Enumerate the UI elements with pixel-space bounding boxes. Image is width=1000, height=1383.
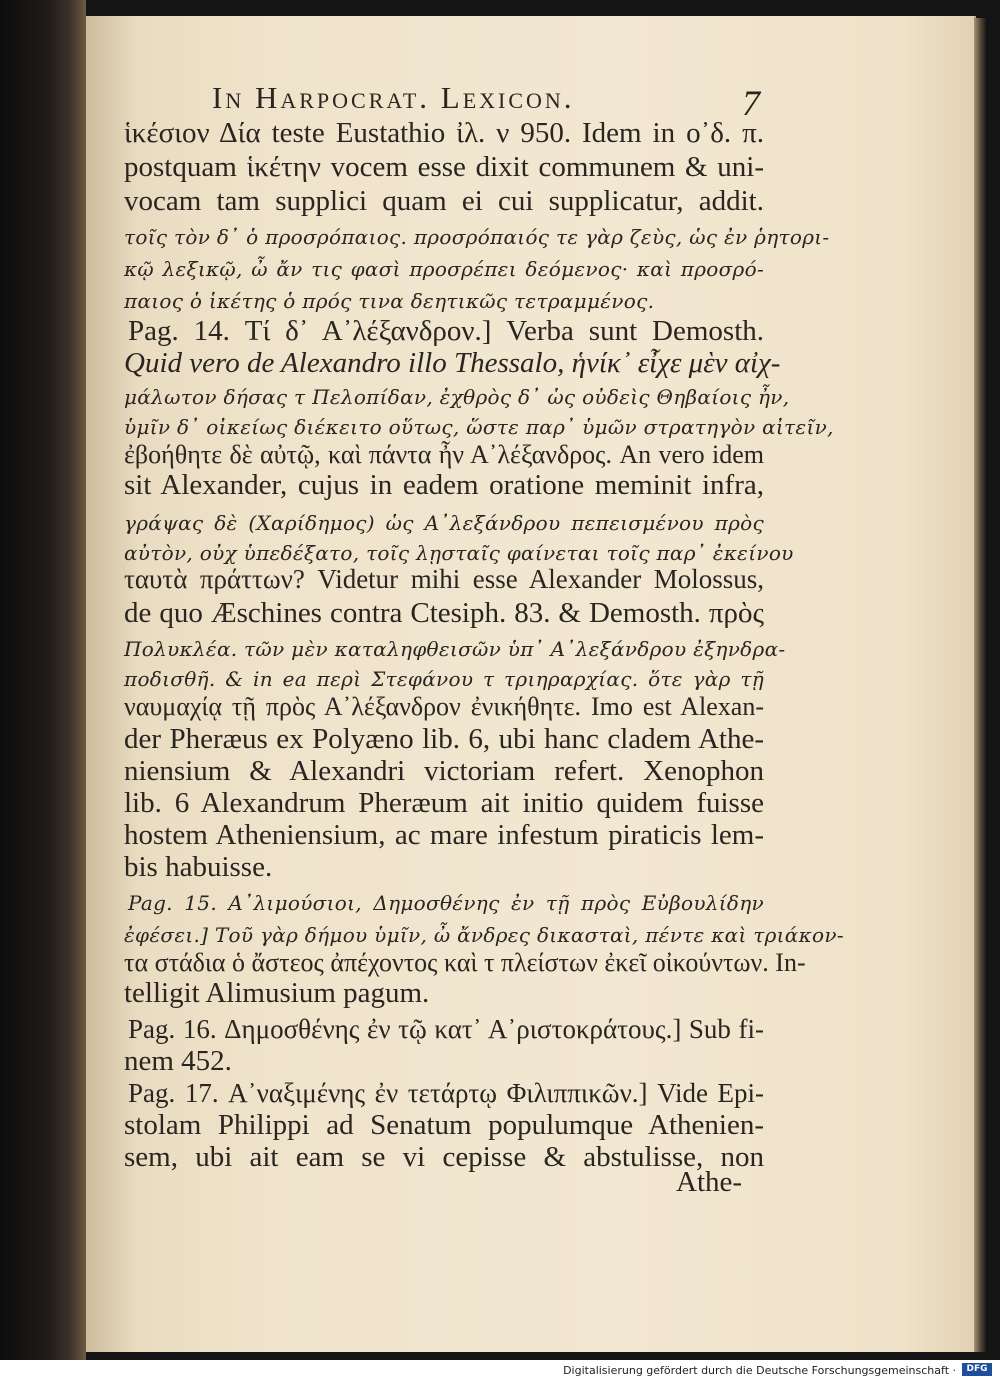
text-line: sit Alexander, cujus in eadem oratione meminit infra, bbox=[124, 469, 764, 501]
text-line: telligit Alimusium pagum. bbox=[124, 977, 430, 1009]
greek-line: Πολυκλέα. τῶν μὲν καταληφθεισῶν ὑπ᾽ Α᾽λεξάνδρου ἐξηνδρα- bbox=[124, 637, 786, 661]
greek-line: τοῖς τὸν δ᾽ ὁ προσρόπαιος. προσρόπαιός τε γὰρ ζεὺς, ὡς ἐν ῥητορι- bbox=[124, 225, 830, 249]
text-line: de quo Æschines contra Ctesiph. 83. & Demosth. πρὸς bbox=[124, 597, 764, 629]
text-line: hostem Atheniensium, ac mare infestum piraticis lem- bbox=[124, 819, 764, 851]
page-edge-shadow bbox=[974, 18, 986, 1352]
text-line: ἱκέσιον Δία teste Eustathio ἰλ. ν 950. Idem in ο᾽δ. π. bbox=[124, 117, 764, 149]
greek-line: ὑμῖν δ᾽ οἰκείως διέκειτο οὕτως, ὥστε παρ᾽ ὑμῶν στρατηγὸν αἰτεῖν, bbox=[124, 415, 834, 439]
funding-notice: Digitalisierung gefördert durch die Deutsche Forschungsgemeinschaft · bbox=[563, 1364, 956, 1377]
text-line: bis habuisse. bbox=[124, 851, 273, 883]
greek-line: ποδισθῆ. & in ea περὶ Στεφάνου τ τριηραρχίας. ὅτε γὰρ τῇ bbox=[124, 667, 764, 691]
text-line: ἐβοήθητε δὲ αὐτῷ, καὶ πάντα ἦν Α᾽λέξανδρος. An vero idem bbox=[124, 440, 764, 469]
text-line: τα στάδια ὁ ἄστεος ἀπέχοντος καὶ τ πλείστων ἐκεῖ οἰκούντων. In- bbox=[124, 948, 806, 977]
text-line: Pag. 14. Τί δ᾽ Α᾽λέξανδρον.] Verba sunt Demosth. bbox=[128, 315, 764, 347]
book-spine-shadow bbox=[0, 0, 86, 1360]
greek-line: Pag. 15. Α᾽λιμούσιοι, Δημοσθένης ἐν τῇ πρὸς Εὐβουλίδην bbox=[128, 891, 764, 915]
text-line: ναυμαχίᾳ τῇ πρὸς Α᾽λέξανδρον ἐνικήθητε. Imo est Alexan- bbox=[124, 692, 764, 721]
text-line: Quid vero de Alexandro illo Thessalo, ἡνίκ᾽ εἶχε μὲν αἰχ- bbox=[124, 347, 781, 379]
text-line: postquam ἱκέτην vocem esse dixit communem & uni- bbox=[124, 151, 764, 183]
greek-line: κῷ λεξικῷ, ὦ ἄν τις φασὶ προσρέπει δεόμενος· καὶ προσρό- bbox=[124, 257, 764, 281]
greek-line: παιος ὁ ἱκέτης ὁ πρός τινα δεητικῶς τετραμμένος. bbox=[124, 289, 655, 313]
greek-line: γράψας δὲ (Χαρίδημος) ὡς Α᾽λεξάνδρου πεπεισμένου πρὸς bbox=[124, 511, 764, 535]
page-number: 7 bbox=[742, 83, 760, 123]
text-line: sem, ubi ait eam se vi cepisse & abstulisse, non bbox=[124, 1141, 764, 1173]
text-line: Pag. 17. Α᾽ναξιμένης ἐν τετάρτῳ Φιλιππικῶν.] Vide Epi- bbox=[128, 1078, 764, 1108]
dfg-logo-icon[interactable]: DFG bbox=[962, 1363, 992, 1376]
text-line: Pag. 16. Δημοσθένης ἐν τῷ κατ᾽ Α᾽ριστοκράτους.] Sub fi- bbox=[128, 1014, 764, 1044]
greek-line: ἐφέσει.] Τοῦ γὰρ δήμου ὑμῖν, ὦ ἄνδρες δικασταὶ, πέντε καὶ τριάκον- bbox=[124, 923, 844, 947]
text-line: der Pheræus ex Polyæno lib. 6, ubi hanc cladem Athe- bbox=[124, 723, 764, 755]
greek-line: μάλωτον δήσας τ Πελοπίδαν, ἐχθρὸς δ᾽ ὡς οὐδεὶς Θηβαίοις ἦν, bbox=[124, 385, 790, 409]
running-head: In Harpocrat. Lexicon. bbox=[212, 80, 575, 115]
text-line: nem 452. bbox=[124, 1045, 232, 1077]
greek-line: αὐτὸν, οὐχ ὑπεδέξατο, τοῖς λῃσταῖς φαίνεται τοῖς παρ᾽ ἐκείνου bbox=[124, 541, 794, 565]
catchword: Athe- bbox=[676, 1166, 743, 1198]
text-line: niensium & Alexandri victoriam refert. Xenophon bbox=[124, 755, 764, 787]
text-line: stolam Philippi ad Senatum populumque Athenien- bbox=[124, 1109, 764, 1141]
text-line: vocam tam supplici quam ei cui supplicatur, addit. bbox=[124, 185, 764, 217]
text-line: ταυτὰ πράττων? Videtur mihi esse Alexander Molossus, bbox=[124, 564, 764, 594]
text-line: lib. 6 Alexandrum Pheræum ait initio quidem fuisse bbox=[124, 787, 764, 819]
